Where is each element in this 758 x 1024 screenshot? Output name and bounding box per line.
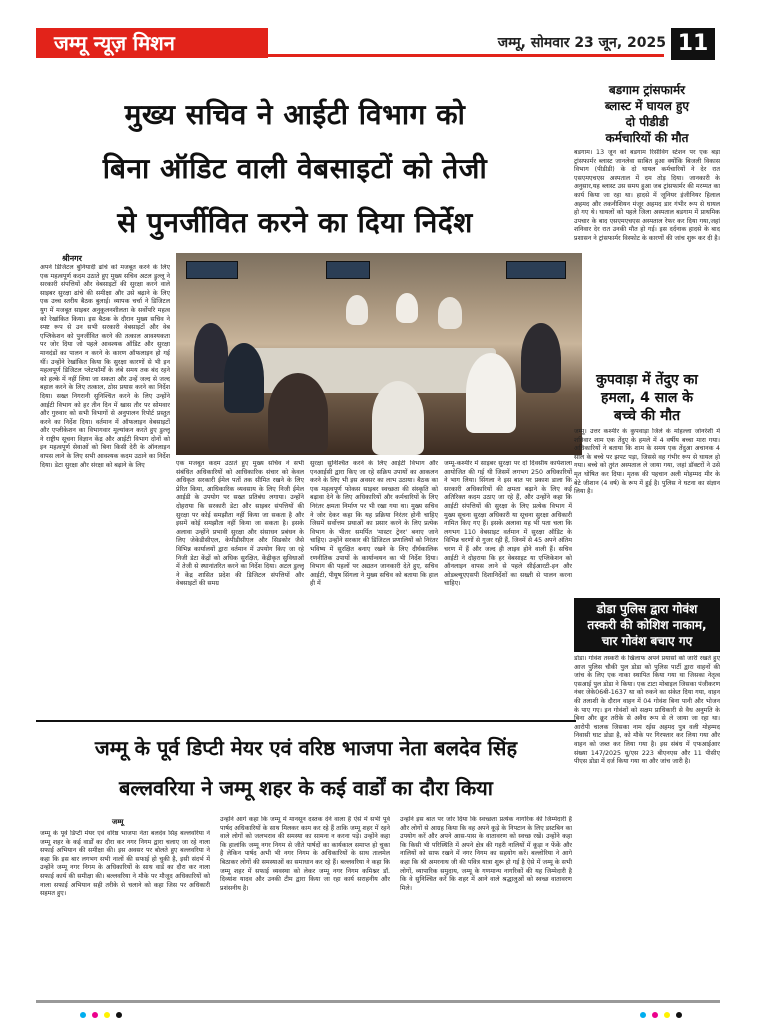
sidebar-story-2-body: जम्मू। उत्तर कश्मीर के कुपवाड़ा जिले के मोहल्ला जोनरेशी में शनिवार शाम एक तेंदुए के हमले में 4 वर्षीय बच्चा मारा गया। अधिकारियों ने बताया कि शाम के समय एक तेंदुआ अचानक 4 साल के बच्चे पर झपट पड़ा, जिससे वह गंभीर रूप से घायल हो गया। बच्चे को तुरंत अस्पताल ले जाया गया, जहां डॉक्टरों ने उसे मृत घोषित कर दिया। मृतक की पहचान अली मोहम्मद मीर के बेटे जीशान (4 वर्ष) के रूप में हुई है। पुलिस ने घटना का संज्ञान लिया है। xyxy=(574,428,720,496)
masthead-date: जम्मू, सोमवार 23 जून, 2025 xyxy=(497,35,666,51)
lead-headline-line-1: मुख्य सचिव ने आईटी विभाग को xyxy=(124,98,466,131)
registration-mark-black xyxy=(676,1012,682,1018)
person xyxy=(521,323,561,393)
lead-column-2: एक मजबूत कदम उठाते हुए मुख्य सचिव ने सभी संबंधित अधिकारियों को आधिकारिक संचार को केवल अधिकृत सरकारी ईमेल पतों तक सीमित रखने के लिए प्रेरित किया, आधिकारिक व्यवसाय के लिए निजी ईमेल आईडी के उपयोग पर सख्त प्रतिबंध लगाया। उन्होंने दोहराया कि सरकारी डेटा और साइबर संपत्तियों की सुरक्षा पर कोई समझौता नहीं किया जा सकता है और इसमें कोई समझौता नहीं किया जा सकता है। इसके अलावा उन्होंने प्रभावी सुरक्षा और संसाधन प्रबंधन के लिए जेकेडीसीएल, केपीडीसीएल और सिडकोर जैसे विभिन्न कार्यालयों द्वारा वर्तमान में उपयोग किए जा रहे निजी डेटा केंद्रों को अधिक सुरक्षित, केंद्रीकृत सुविधाओं में तेजी से स्थानांतरित करने का निर्देश दिया। अटल डुल्लू ने केंद्र शासित प्रदेश की डिजिटल संपत्तियों और वेबसाइटों की समग्र xyxy=(176,460,304,588)
person xyxy=(372,381,424,455)
lead-column-1: अपने डिजिटल बुनियादी ढांचे को मजबूत करने के लिए एक महत्वपूर्ण कदम उठाते हुए मुख्य सचिव अटल डुल्लू ने सरकारी संपत्तियों और वेबसाइटों की सुरक्षा करने वाले साइबर सुरक्षा ढांचे की समीक्षा और उसे बढ़ाने के लिए एक उच्च स्तरीय बैठक बुलाई। व्यापक चर्चा ने डिजिटल युग में मजबूत साइबर अनुकूलनशीलता के सर्वोपरि महत्व को रेखांकित किया। इस बैठक के दौरान मुख्य सचिव ने स्पष्ट रूप से उन सभी सरकारी वेबसाइटों और वेब एप्लिकेशन को पुनर्जीवित करने की तत्काल आवश्यकता पर जोर दिया जो पहले आवश्यक ऑडिट और सुरक्षा मानदंडों का पालन न करने के कारण ऑफलाइन हो गई थीं। उन्होंने रेखांकित किया कि सुरक्षा कारणों से भी इन महत्वपूर्ण डिजिटल प्लेटफॉर्मों के लंबे समय तक बंद रहने को हल्के में नहीं लिया जा सकता और उन्हें जल्द से जल्द बहाल करने के लिए तत्काल, ठोस प्रयास करने का निर्देश दिया। सख्त निगरानी सुनिश्चित करने के लिए उन्होंने आईटी विभाग को हर तीन दिन में खास तौर पर सोमवार और गुरुवार को सभी विभागों से अनुपालन रिपोर्ट प्रस्तुत करने का निर्देश दिया। वर्तमान में ऑफलाइन वेबसाइटों और एप्लीकेशन का विभागवार मूल्यांकन करते हुए डुल्लू ने राष्ट्रीय सूचना विज्ञान केंद्र और आईटी विभाग दोनों को इन महत्वपूर्ण सेवाओं को बिना किसी देरी के ऑनलाइन वापस लाने के लिए सभी आवश्यक कदम उठाने का निर्देश दिया। डेटा सुरक्षा और संरक्षा को बढ़ाने के लिए xyxy=(40,264,170,469)
sidebar-story-1-headline-line-2: ब्लास्ट में घायल हुए xyxy=(604,99,690,113)
registration-mark-magenta xyxy=(652,1012,658,1018)
registration-mark-yellow xyxy=(664,1012,670,1018)
video-screen xyxy=(326,261,370,279)
masthead-brand: जम्मू न्यूज़ मिशन xyxy=(36,28,268,58)
page-number: 11 xyxy=(671,28,715,60)
video-screen xyxy=(506,261,566,279)
sidebar-story-1-headline-line-4: कर्मचारियों की मौत xyxy=(605,131,689,145)
sidebar-story-1-headline-line-3: दो पीडीडी xyxy=(625,115,669,129)
person xyxy=(268,373,328,453)
sidebar-story-2-headline-line-2: हमला, 4 साल के xyxy=(601,390,693,406)
registration-mark-black xyxy=(116,1012,122,1018)
sidebar-story-2-headline-line-1: कुपवाड़ा में तेंदुए का xyxy=(596,372,698,388)
lead-column-4: जम्मू-कश्मीर में साइबर सुरक्षा पर दो दिवसीय कार्यशाला आयोजित की गई थी जिसमें लगभग 250 अधिकारियों ने भाग लिया। सिंगला ने इस बात पर प्रकाश डाला कि सरकारी अधिकारियों की क्षमता बढ़ाने के लिए कई अतिरिक्त कदम उठाए जा रहे हैं, और उन्होंने कहा कि आईटी संपत्तियों की सुरक्षा के लिए प्रत्येक विभाग में मुख्य सूचना सुरक्षा अधिकारी या सूचना सुरक्षा अधिकारी नामित किए गए हैं। इसके अलावा यह भी पता चला कि लगभग 110 वेबसाइट वर्तमान में सुरक्षा ऑडिट के विभिन्न चरणों से गुजर रही हैं, जिनमें से 45 अपने अंतिम चरण में हैं और जल्द ही लाइव होने वाली हैं। सचिव आईटी ने दोहराया कि हर वेबसाइट या एप्लिकेशन को ऑनलाइन वापस लाने से पहले सीईआरटी-इन और ओडब्ल्यूएएसपी दिशानिर्देशों का सख्ती से पालन करना चाहिए। xyxy=(444,460,572,588)
person xyxy=(224,343,264,413)
sidebar-story-2-headline-line-3: बच्चे की मौत xyxy=(613,408,681,424)
footer-rule xyxy=(36,1000,720,1003)
sidebar-story-3-body: डोडा। गोवंश तस्करी के खिलाफ अपने प्रयासों को जारी रखते हुए आज पुलिस चौकी पुल डोडा को पुलिस पार्टी द्वारा वाहनों की जांच के लिए एक नाका स्थापित किया गया था जिसका नेतृत्व एसआई पुल डोडा ने किया। एक टाटा मोबाइल जिसका पंजीकरण नंबर जेके06बी-1637 था को रुकने का संकेत दिया गया, वाहन की तलाशी के दौरान वाहन में 04 गोवंश बिना पानी और भोजन के पाए गए। इन गोवंशों को सक्षम प्राधिकारी से वैध अनुमति के बिना और क्रूर तरीके से अवैध रूप से ले जाया जा रहा था। आरोपी चालक जिसका नाम रईस अहमद पुत्र वली मोहम्मद निवासी घाट डोडा है, को मौके पर गिरफ्तार कर लिया गया और वाहन को जब्त कर लिया गया है। इस संबंध में एफआईआर संख्या 147/2025 यू/एस 223 बीएनएस और 11 पीसीए पीएस डोडा में दर्ज किया गया था और जांच जारी है। xyxy=(574,655,720,766)
second-column-3: उन्होंने इस बात पर जोर दिया कि स्वच्छता प्रत्येक नागरिक की जिम्मेदारी है और लोगों से आग्रह किया कि वह अपने कूड़े के निपटान के लिए डस्टबिन का उपयोग करें और अपने आस-पास के वातावरण को स्वच्छ रखें। उन्होंने कहा कि किसी भी परिस्थिति में अपने क्षेत्र की गहरी नालियों में कूड़ा न फेंकें और नालियों को साफ रखने में नगर निगम का सहयोग करें। बल्लोरिया ने आगे कहा कि श्री अमरनाथ जी की पवित्र यात्रा शुरू हो गई है ऐसे में जम्मू के सभी लोगों, व्यापारिक समुदाय, जम्मू के गणमान्य नागरिकों की यह जिम्मेदारी है कि वे सुनिश्चित करें कि शहर में आने वाले श्रद्धालुओं को स्वच्छ वातावरण मिले। xyxy=(400,816,572,892)
meeting-photo xyxy=(176,253,582,455)
person xyxy=(346,295,368,325)
lead-headline-line-3: से पुनर्जीवित करने का दिया निर्देश xyxy=(117,206,473,239)
sidebar-story-3-headline-line-1: डोडा पुलिस द्वारा गोवंश xyxy=(596,602,698,616)
second-column-2: उन्होंने आगे कहा कि जम्मू में मानसून दस्तक देने वाला है ऐसे में सभी पूर्व पार्षद अधिकारियों के साथ मिलकर काम कर रहे हैं ताकि जम्मू शहर में रहने वाले लोगों को जलभराव की समस्या का सामना न करना पड़े। उन्होंने कहा कि हालांकि जम्मू नगर निगम से जीते पार्षदों का कार्यकाल समाप्त हो चुका है लेकिन पार्षद अभी भी नगर निगम के अधिकारियों के साथ तालमेल बिठाकर लोगों की समस्याओं का समाधान कर रहे हैं। बल्लवरिया ने कहा कि जम्मू शहर में सफाई व्यवस्था को लेकर जम्मू नगर निगम कमिश्नर डॉ. दिव्यांश यादव और उनकी टीम द्वारा किया जा रहा कार्य सराहनीय और प्रशंसनीय है। xyxy=(220,816,390,892)
second-headline-line-1: जम्मू के पूर्व डिप्टी मेयर एवं वरिष्ठ भाजपा नेता बलदेव सिंह xyxy=(94,736,518,760)
lead-dateline: श्रीनगर xyxy=(62,254,82,263)
person xyxy=(466,353,516,433)
lead-headline-line-2: बिना ऑडिट वाली वेबसाइटों को तेजी xyxy=(102,152,488,185)
registration-mark-yellow xyxy=(104,1012,110,1018)
second-column-1: जम्मू के पूर्व डिप्टी मेयर एवं वरिष्ठ भाजपा नेता बलदेव सिंह बल्लवरिया ने जम्मू शहर के कई वार्डों का दौरा कर नगर निगम द्वारा चलाए जा रहे नाला सफाई अभियान की समीक्षा की। इस अवसर पर बोलते हुए बल्लवरिया ने कहा कि इस बार लगभग सभी नालों की सफाई हो चुकी है, इसी संदर्भ में उन्होंने जम्मू नगर निगम के अधिकारियों के साथ वार्ड का दौरा कर नाला सफाई कार्य की समीक्षा की। बल्लवरिया ने मौके पर मौजूद अधिकारियों को नाला सफाई अभियान सही तरीके से चलाने को कहा जिस पर अधिकारी सहमत हुए। xyxy=(40,830,210,898)
person xyxy=(396,293,418,323)
sidebar-story-1-body: बडगाम। 13 जून को बडगाम रिसीविंग स्टेशन पर एक बड़ा ट्रांसफार्मर ब्लास्ट जानलेवा साबित हुआ क्योंकि बिजली विकास विभाग (पीडीडी) के दो घायल कर्मचारियों ने देर रात एसएमएचएस अस्पताल में दम तोड़ दिया। जानकारी के अनुसार,यह ब्लास्ट उस समय हुआ जब ट्रांसफार्मर की मरम्मत का कार्य किया जा रहा था। हादसे में जूनियर इंजीनियर हिलाल अहमद और तकनीशियन मंजूर अहमद डार गंभीर रूप से घायल हो गए थे। घायलों को पहले जिला अस्पताल बडगाम में प्राथमिक उपचार के बाद एसएमएचएस अस्पताल रेफर कर दिया गया,जहां शनिवार देर रात उनकी मौत हो गई। इस दर्दनाक हादसे के बाद प्रशासन ने ट्रांसफार्मर विस्फोट के कारणों की जांच शुरू कर दी है। xyxy=(574,149,720,242)
sidebar-story-3-headline-box xyxy=(574,598,720,652)
second-dateline: जम्मू xyxy=(112,818,124,826)
video-screen xyxy=(186,261,238,279)
registration-mark-cyan xyxy=(640,1012,646,1018)
person xyxy=(438,297,462,329)
sidebar xyxy=(574,82,720,907)
masthead-rule xyxy=(268,54,664,57)
person xyxy=(194,323,228,383)
registration-mark-magenta xyxy=(92,1012,98,1018)
sidebar-story-3-headline-line-3: चार गोवंश बचाए गए xyxy=(601,634,693,648)
sidebar-story-1-headline-line-1: बडगाम ट्रांसफार्मर xyxy=(608,83,686,97)
sidebar-story-3-headline-line-2: तस्करी की कोशिश नाकाम, xyxy=(587,618,707,632)
lead-column-3: सुरक्षा सुनिश्चित करने के लिए आईटी विभाग और एनआईसी द्वारा किए जा रहे सक्रिय उपायों का आकलन करने के लिए भी इस अवसर का लाभ उठाया। बैठक का एक महत्वपूर्ण फोकस साइबर स्वच्छता की संस्कृति को बढ़ावा देने के लिए अधिकारियों और कर्मचारियों के लिए निरंतर क्षमता निर्माण पर भी रखा गया था। मुख्य सचिव ने जोर देकर कहा कि यह प्रक्रिया निरंतर होनी चाहिए जिसमें सर्वोत्तम प्रथाओं का प्रसार करने के लिए प्रत्येक विभाग के भीतर समर्पित 'मास्टर ट्रेनर' बनाए जाने चाहिए। उन्होंने सरकार की डिजिटल प्रणालियों को निरंतर भविष्य में सुरक्षित बनाए रखने के लिए दीर्घकालिक रणनीतिक उपायों के कार्यान्वयन का भी निर्देश दिया। विभाग की पहलों पर अद्यतन जानकारी देते हुए, सचिव आईटी, पीयूष सिंगला ने मुख्य सचिव को बताया कि हाल ही में xyxy=(310,460,438,588)
registration-mark-cyan xyxy=(80,1012,86,1018)
second-headline-line-2: बल्लवरिया ने जम्मू शहर के कई वार्डों का दौरा किया xyxy=(119,776,493,800)
